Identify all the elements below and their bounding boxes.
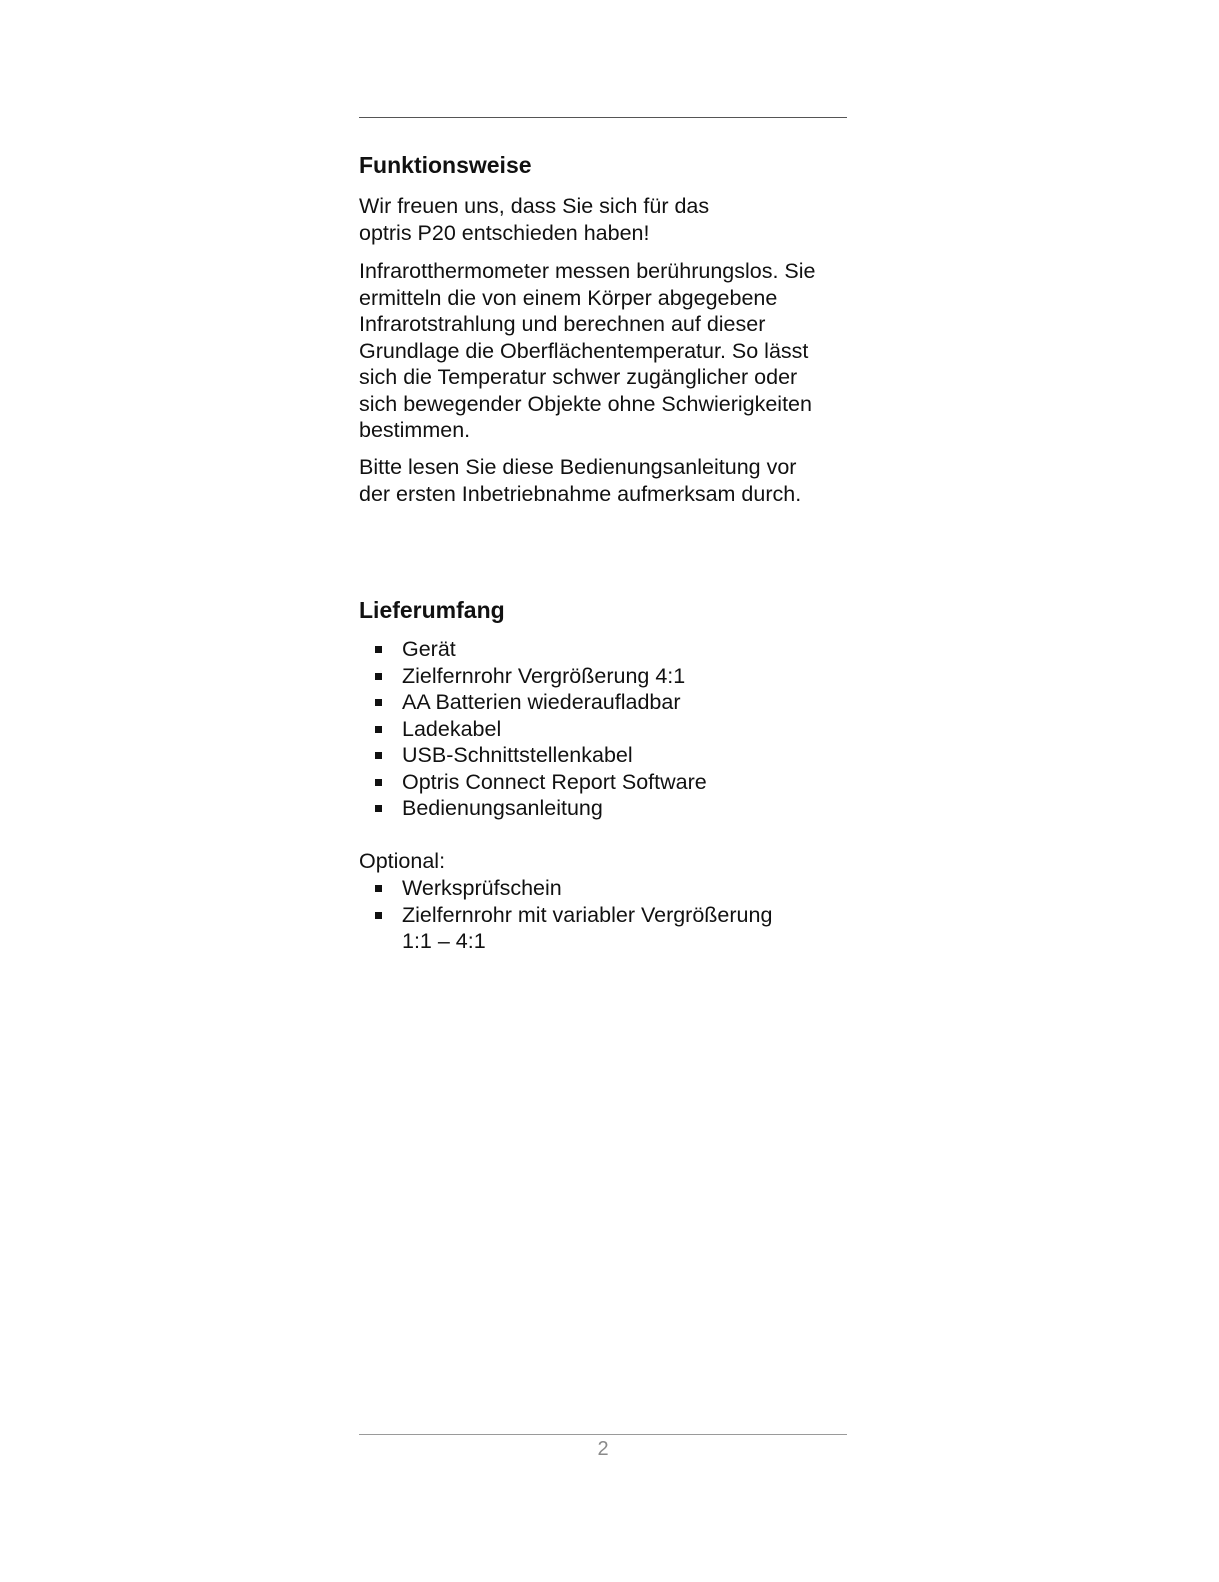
description-line: Grundlage die Oberflächentemperatur. So lässt xyxy=(359,338,809,363)
optional-label-text: Optional: xyxy=(359,849,446,873)
intro-line: Wir freuen uns, dass Sie sich für das xyxy=(359,194,710,218)
list-item xyxy=(359,902,772,929)
list-item xyxy=(359,769,707,796)
list-item xyxy=(359,689,707,716)
description-line: Infrarotstrahlung und berechnen auf dieser xyxy=(359,312,766,336)
bullet-square-icon xyxy=(375,912,382,919)
list-item-text: Werksprüfschein xyxy=(402,876,562,900)
bullet-square-icon xyxy=(375,699,382,706)
description-line: sich die Temperatur schwer zugänglicher oder xyxy=(359,365,798,389)
list-item-text: AA Batterien wiederaufladbar xyxy=(402,690,681,714)
list-item xyxy=(359,875,772,902)
bullet-square-icon xyxy=(375,885,382,892)
section-heading-funktionsweise: Funktionsweise xyxy=(359,152,532,178)
description-line: ermitteln die von einem Körper abgegebene xyxy=(359,285,778,310)
list-item-continuation xyxy=(359,928,772,955)
list-item-text: Gerät xyxy=(402,637,456,661)
list-item xyxy=(359,663,707,690)
bullet-square-icon xyxy=(375,726,382,733)
bullet-square-icon xyxy=(375,646,382,653)
list-item-text: 1:1 – 4:1 xyxy=(402,929,486,953)
instruction-line: Bitte lesen Sie diese Bedienungsanleitung vor xyxy=(359,455,797,479)
bullet-square-icon xyxy=(375,673,382,680)
list-item-text: Optris Connect Report Software xyxy=(402,769,707,794)
instruction-paragraph xyxy=(359,454,859,507)
list-item-text: Ladekabel xyxy=(402,716,502,741)
page-number: 2 xyxy=(597,1438,609,1460)
bullet-square-icon xyxy=(375,779,382,786)
list-item xyxy=(359,636,707,663)
list-item-text: Bedienungsanleitung xyxy=(402,796,603,820)
optional-label xyxy=(359,848,859,875)
description-paragraph xyxy=(359,258,859,444)
instruction-line: der ersten Inbetriebnahme aufmerksam durch. xyxy=(359,481,802,506)
list-item-text: Zielfernrohr Vergrößerung 4:1 xyxy=(402,663,686,688)
list-item xyxy=(359,742,707,769)
description-line: sich bewegender Objekte ohne Schwierigkeiten xyxy=(359,391,812,416)
list-item xyxy=(359,716,707,743)
list-item-text: Zielfernrohr mit variabler Vergrößerung xyxy=(402,902,773,927)
list-item-text: USB-Schnittstellenkabel xyxy=(402,743,633,767)
section-heading-lieferumfang: Lieferumfang xyxy=(359,597,505,623)
optional-list xyxy=(359,875,772,955)
bullet-square-icon xyxy=(375,752,382,759)
footer-rule xyxy=(359,1434,847,1435)
description-line: bestimmen. xyxy=(359,418,471,442)
intro-line: optris P20 entschieden haben! xyxy=(359,220,650,245)
description-line: Infrarotthermometer messen berührungslos. Sie xyxy=(359,259,816,283)
list-item xyxy=(359,795,707,822)
bullet-square-icon xyxy=(375,805,382,812)
intro-paragraph xyxy=(359,193,859,246)
delivery-list xyxy=(359,636,707,822)
header-rule xyxy=(359,117,847,118)
